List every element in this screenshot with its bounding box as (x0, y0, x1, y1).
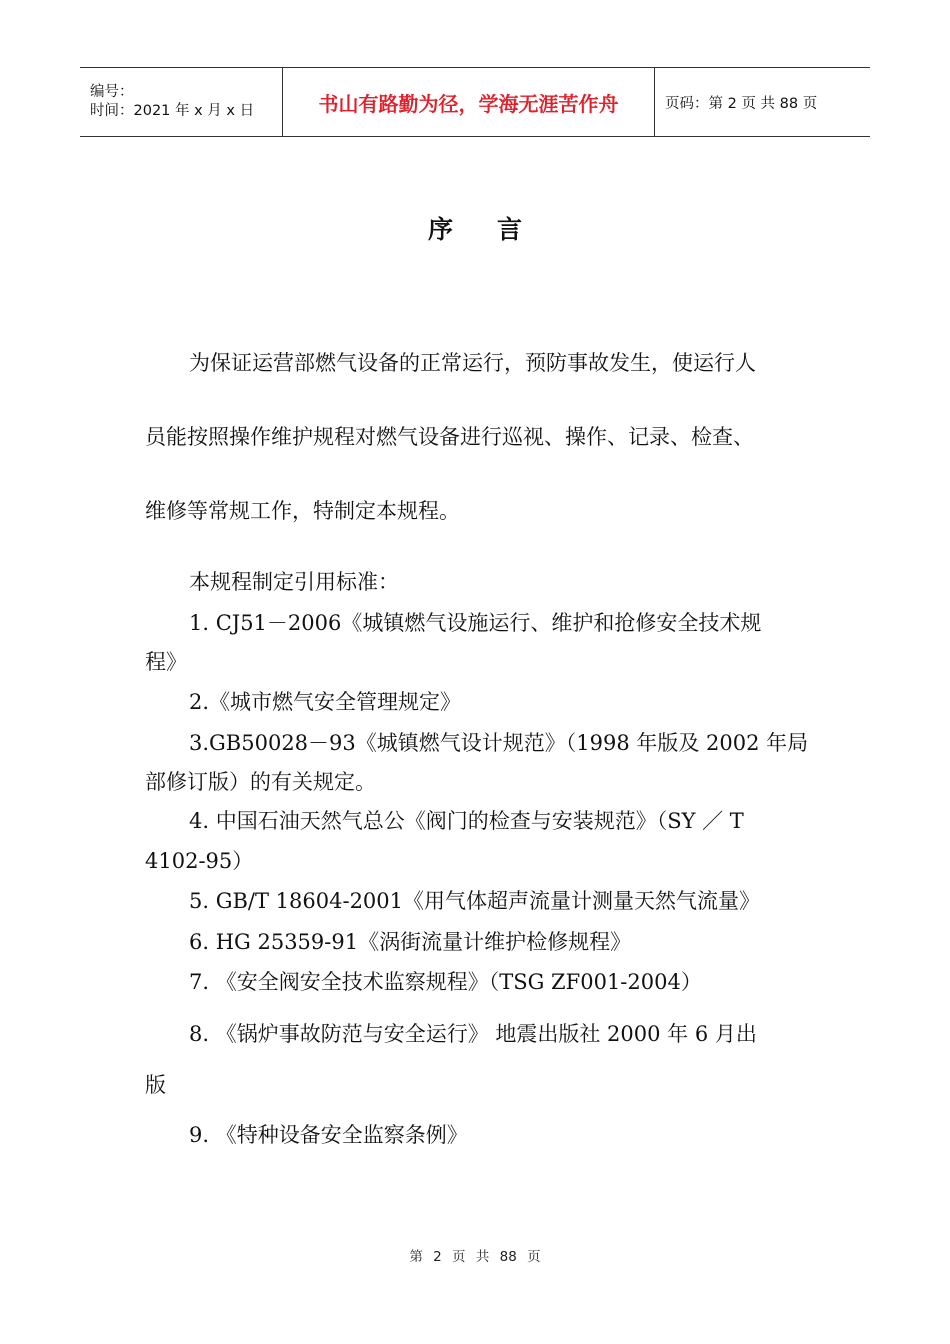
standard-5: 5. GB/T 18604-2001《用气体超声流量计测量天然气流量》 (189, 889, 761, 913)
standard-3b: 部修订版）的有关规定。 (145, 770, 376, 794)
intro-line-3: 维修等常规工作，特制定本规程。 (145, 499, 460, 523)
page-header (80, 67, 870, 137)
standard-8a: 8. 《锅炉事故防范与安全运行》 地震出版社 2000 年 6 月出 (189, 1022, 757, 1046)
header-meta (80, 68, 282, 136)
time-label: 时间：2021 年 x 月 x 日 (90, 103, 255, 119)
intro-line-2: 员能按照操作维护规程对燃气设备进行巡视、操作、记录、检查、 (145, 425, 754, 449)
standard-1a: 1. CJ51－2006《城镇燃气设施运行、维护和抢修安全技术规 (189, 611, 762, 635)
standard-1b: 程》 (145, 650, 187, 674)
standard-4b: 4102-95） (145, 849, 254, 873)
standards-heading: 本规程制定引用标准： (189, 570, 399, 594)
header-page-info: 页码：第 2 页 共 88 页 (665, 95, 818, 112)
standard-3a: 3.GB50028－93《城镇燃气设计规范》（1998 年版及 2002 年局 (189, 731, 809, 755)
page-footer: 第 2 页 共 88 页 (409, 1249, 541, 1265)
intro-line-1: 为保证运营部燃气设备的正常运行，预防事故发生，使运行人 (189, 351, 756, 375)
page-title: 序言 (427, 215, 566, 244)
header-motto: 书山有路勤为径，学海无涯苦作舟 (282, 68, 655, 136)
standard-6: 6. HG 25359-91《涡街流量计维护检修规程》 (189, 930, 632, 954)
standard-2: 2.《城市燃气安全管理规定》 (189, 690, 462, 714)
standard-9: 9. 《特种设备安全监察条例》 (189, 1123, 468, 1147)
standard-8b: 版 (145, 1073, 166, 1097)
number-label: 编号： (90, 84, 134, 100)
standard-7: 7. 《安全阀安全技术监察规程》（TSG ZF001-2004） (189, 970, 702, 994)
standard-4a: 4. 中国石油天然气总公《阀门的检查与安装规范》（SY ／ T (189, 809, 744, 833)
